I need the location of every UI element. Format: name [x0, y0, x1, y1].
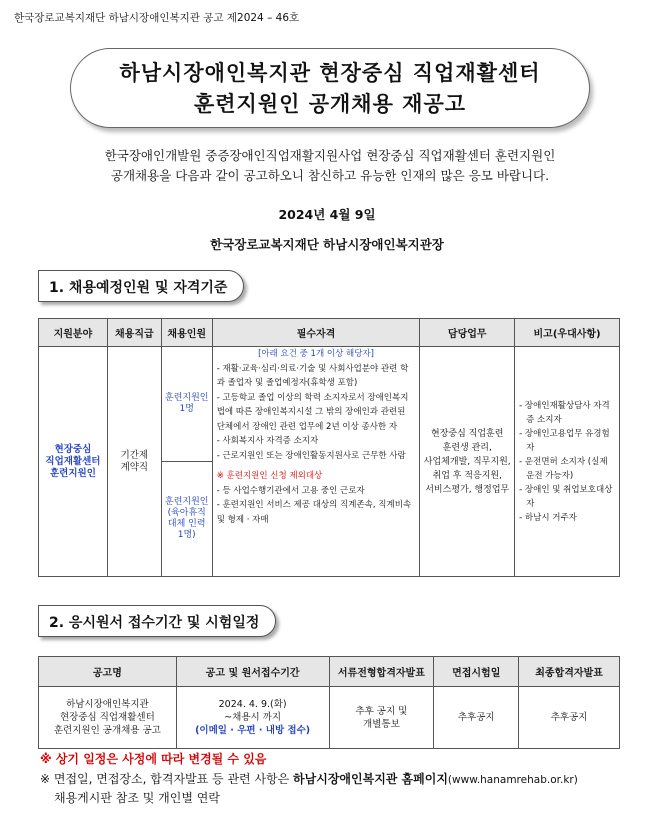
intro-line1: 한국장애인개발원 중증장애인직업재활지원사업 현장중심 직업재활센터 훈련지원인 [104, 148, 556, 163]
duty-line: 서비스평가, 행정업무 [425, 484, 510, 495]
footnote-schedule-change: ※ 상기 일정은 사정에 따라 변경될 수 있음 [40, 752, 267, 766]
homepage-url: (www.hanamrehab.or.kr) [447, 774, 578, 786]
count-cell-b [161, 462, 212, 577]
duty-line: 사업체개발, 직무지원, [423, 456, 511, 467]
requirement-item: - 사회복지사 자격증 소지자 [216, 436, 319, 446]
col-header: 담당업무 [420, 319, 515, 347]
final-result-cell: 추후공지 [519, 687, 620, 749]
exclude-item: - 등 사업수행기관에서 고용 중인 근로자 [216, 485, 365, 496]
requirements-header: [아래 요건 중 1개 이상 해당자] [258, 349, 374, 359]
duty-line: 현장중심 직업훈련 [431, 428, 504, 439]
col-header: 지원분야 [39, 319, 108, 347]
note-item: - 하남시 거주자 [519, 512, 577, 523]
period-line: 2024. 4. 9.(화) [218, 699, 287, 710]
count-line: 훈련지원인 [165, 497, 209, 507]
count-line: (육아휴직 [167, 508, 206, 518]
period-line: ~채용시 까지 [224, 712, 282, 723]
notice-name-line: 현장중심 직업재활센터 [59, 712, 155, 723]
col-header: 면접시험일 [434, 657, 519, 687]
table-row [39, 347, 620, 462]
col-header: 서류전형합격자발표 [329, 657, 434, 687]
requirement-item: - 근로지원인 또는 장애인활동지원사로 근무한 사람 [216, 450, 406, 461]
requirement-item: - 재활·교육·심리·의료·기술 및 사회사업분야 관련 학과 졸업자 및 졸업예정자(휴학생 포함) [216, 363, 409, 388]
footnote-line2: 채용게시판 참조 및 개인별 연락 [54, 791, 220, 805]
requirements-cell [212, 347, 420, 577]
col-header: 필수자격 [212, 319, 420, 347]
col-header: 채용직급 [107, 319, 161, 347]
schedule-table [38, 656, 620, 749]
table-row [39, 687, 620, 749]
notice-name-line: 훈련지원인 공개채용 공고 [53, 725, 161, 736]
title-line1: 하남시장애인복지관 현장중심 직업재활센터 [119, 61, 541, 85]
count-cell-a [161, 347, 212, 462]
note-item: - 장애인고용업무 유경험자 [519, 428, 610, 453]
organization-name: 한국장로교복지재단 하남시장애인복지관장 [210, 237, 444, 252]
notice-number: 한국장로교복지재단 하남시장애인복지관 공고 제2024 – 46호 [14, 12, 300, 24]
col-header: 채용인원 [161, 319, 212, 347]
duty-line: 취업 후 적응지원, [432, 470, 502, 481]
footnote-line1 [40, 770, 578, 789]
rank-line: 기간제 [120, 449, 149, 461]
count-line: 대체 인력 [167, 519, 206, 529]
field-line: 현장중심 [54, 443, 92, 455]
duty-cell [420, 347, 515, 577]
notes-cell [515, 347, 620, 577]
rank-line: 계약직 [120, 461, 149, 473]
footnote-homepage [40, 770, 578, 807]
col-header: 최종합격자발표 [519, 657, 620, 687]
field-cell [39, 347, 108, 577]
footnote-prefix: ※ 면접일, 면접장소, 합격자발표 등 관련 사항은 [40, 772, 294, 786]
col-header: 공고 및 원서접수기간 [176, 657, 329, 687]
title-line2: 훈련지원인 공개채용 재공고 [193, 92, 467, 116]
recruitment-table [38, 318, 620, 577]
exclude-item: - 훈련지원인 서비스 제공 대상의 직계존속, 직계비속 및 형제 · 자매 [216, 500, 412, 525]
field-line: 직업재활센터 [45, 455, 101, 467]
note-item: - 운전면허 소지자 (실제운전 가능자) [519, 456, 608, 481]
col-header: 비고(우대사항) [515, 319, 620, 347]
col-header: 공고명 [39, 657, 177, 687]
notice-date: 2024년 4월 9일 [278, 207, 376, 222]
intro-text [40, 146, 620, 186]
period-cell [176, 687, 329, 749]
title-box [70, 48, 590, 128]
section2-title: 2. 응시원서 접수기간 및 시험일정 [38, 605, 276, 637]
period-line: (이메일 · 우편 · 내방 접수) [195, 725, 311, 736]
doc-result-line: 개별통보 [363, 718, 400, 730]
section1-title: 1. 채용예정인원 및 자격기준 [38, 270, 244, 302]
intro-line2: 공개채용을 다음과 같이 공고하오니 참신하고 유능한 인재의 많은 응모 바랍니다. [110, 168, 550, 183]
doc-result-cell [329, 687, 434, 749]
notice-name-line: 하남시장애인복지관 [66, 699, 149, 710]
field-line: 훈련지원인 [49, 467, 96, 479]
table-header-row [39, 657, 620, 687]
notice-name-cell [39, 687, 177, 749]
note-item: - 장애인 및 취업보호대상자 [519, 484, 613, 509]
interview-cell: 추후공지 [434, 687, 519, 749]
count-line: 1명 [179, 404, 194, 414]
requirement-item: - 고등학교 졸업 이상의 학력 소지자로서 장애인복지법에 따른 장애인복지시설 그 밖의 장애인과 관련된 단체에서 장애인 관련 업무에 2년 이상 종사한 자 [216, 392, 409, 432]
rank-cell [107, 347, 161, 577]
exclude-header: ※ 훈련지원인 신청 제외대상 [216, 471, 323, 481]
table-header-row [39, 319, 620, 347]
note-item: - 장애인재활상담사 자격증 소지자 [519, 400, 610, 425]
count-line: 훈련지원인 [165, 393, 209, 403]
homepage-name: 하남시장애인복지관 홈페이지 [293, 772, 448, 786]
doc-result-line: 추후 공지 및 [355, 705, 408, 717]
count-line: 1명) [177, 530, 196, 540]
duty-line: 훈련생 관리, [442, 442, 492, 453]
